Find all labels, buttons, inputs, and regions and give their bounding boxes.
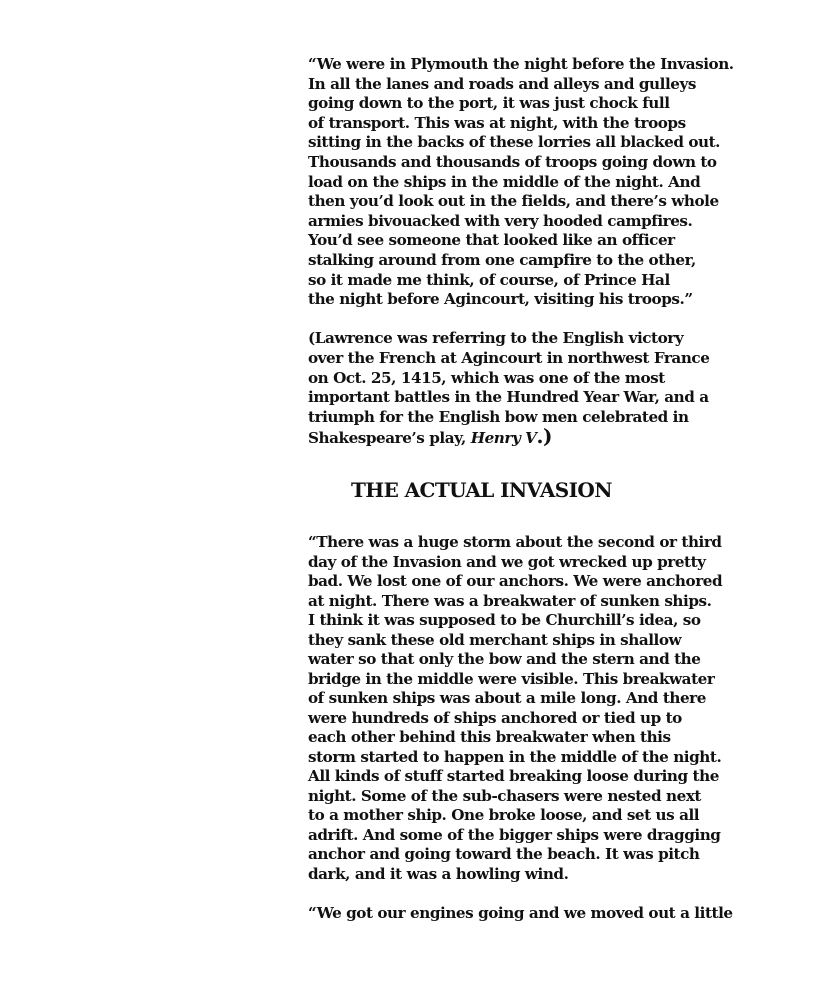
text-line: load on the ships in the middle of the night. And (308, 172, 701, 191)
text-line: they sank these old merchant ships in shallow (308, 630, 682, 649)
paragraph-engines-quote (308, 903, 733, 924)
text-line: sitting in the backs of these lorries all blacked out. (308, 133, 720, 152)
text-column-bottom (308, 533, 733, 923)
text-line: to a mother ship. One broke loose, and set us all (308, 806, 700, 824)
text-line: were hundreds of ships anchored or tied up to (308, 708, 682, 727)
closing-paren: .) (536, 424, 553, 449)
text-line: each other behind this breakwater when this (308, 728, 671, 746)
text-line: stalking around from one campfire to the other, (308, 250, 696, 269)
text-line: so it made me think, of course, of Prince Hal (308, 270, 670, 289)
section-heading: THE ACTUAL INVASION (351, 478, 612, 502)
text-line: bridge in the middle were visible. This breakwater (308, 669, 715, 688)
text-line: of transport. This was at night, with the troops (308, 113, 686, 132)
text-line: water so that only the bow and the stern and the (308, 650, 701, 668)
paragraph-gap (308, 884, 728, 904)
text-line: dark, and it was a howling wind. (308, 864, 569, 883)
text-line-play-title (308, 424, 728, 449)
text-line: triumph for the English bow men celebrated in (308, 407, 689, 426)
paragraph-plymouth-quote (308, 55, 734, 310)
play-reference-prefix: Shakespeare’s play, (308, 429, 471, 448)
play-title: Henry V (470, 429, 537, 448)
text-line: All kinds of stuff started breaking loose during the (308, 767, 719, 785)
text-line: night. Some of the sub-chasers were nested next (308, 786, 701, 805)
paragraph-agincourt-note (308, 329, 728, 449)
text-line: of sunken ships was about a mile long. And there (308, 689, 706, 707)
text-line: Thousands and thousands of troops going down to (308, 152, 717, 171)
paragraph-storm-quote (308, 533, 728, 884)
text-line: over the French at Agincourt in northwest France (308, 348, 710, 367)
text-line: on Oct. 25, 1415, which was one of the most (308, 368, 665, 387)
text-line: storm started to happen in the middle of the night. (308, 747, 722, 766)
text-line: bad. We lost one of our anchors. We were anchored (308, 572, 723, 590)
text-line: at night. There was a breakwater of sunken ships. (308, 591, 712, 610)
text-line: anchor and going toward the beach. It was pitch (308, 845, 700, 863)
text-line: (Lawrence was referring to the English victory (308, 329, 684, 348)
text-line: In all the lanes and roads and alleys and gulleys (308, 74, 696, 93)
text-line: day of the Invasion and we got wrecked up pretty (308, 552, 706, 571)
text-line: armies bivouacked with very hooded campfires. (308, 211, 693, 230)
text-line: important battles in the Hundred Year War, and a (308, 388, 709, 407)
text-line: I think it was supposed to be Churchill’s idea, so (308, 611, 701, 629)
text-line: adrift. And some of the bigger ships were dragging (308, 825, 721, 844)
text-line: “There was a huge storm about the second or third (308, 533, 722, 551)
text-line: You’d see someone that looked like an officer (308, 231, 675, 250)
text-line: going down to the port, it was just chock full (308, 94, 670, 113)
text-line: then you’d look out in the fields, and there’s whole (308, 192, 719, 211)
paragraph-gap (308, 310, 728, 330)
text-line: “We got our engines going and we moved out a little (308, 903, 733, 922)
text-line: the night before Agincourt, visiting his troops.” (308, 290, 693, 309)
text-line: “We were in Plymouth the night before the Invasion. (308, 55, 734, 73)
text-column-top (308, 55, 734, 449)
